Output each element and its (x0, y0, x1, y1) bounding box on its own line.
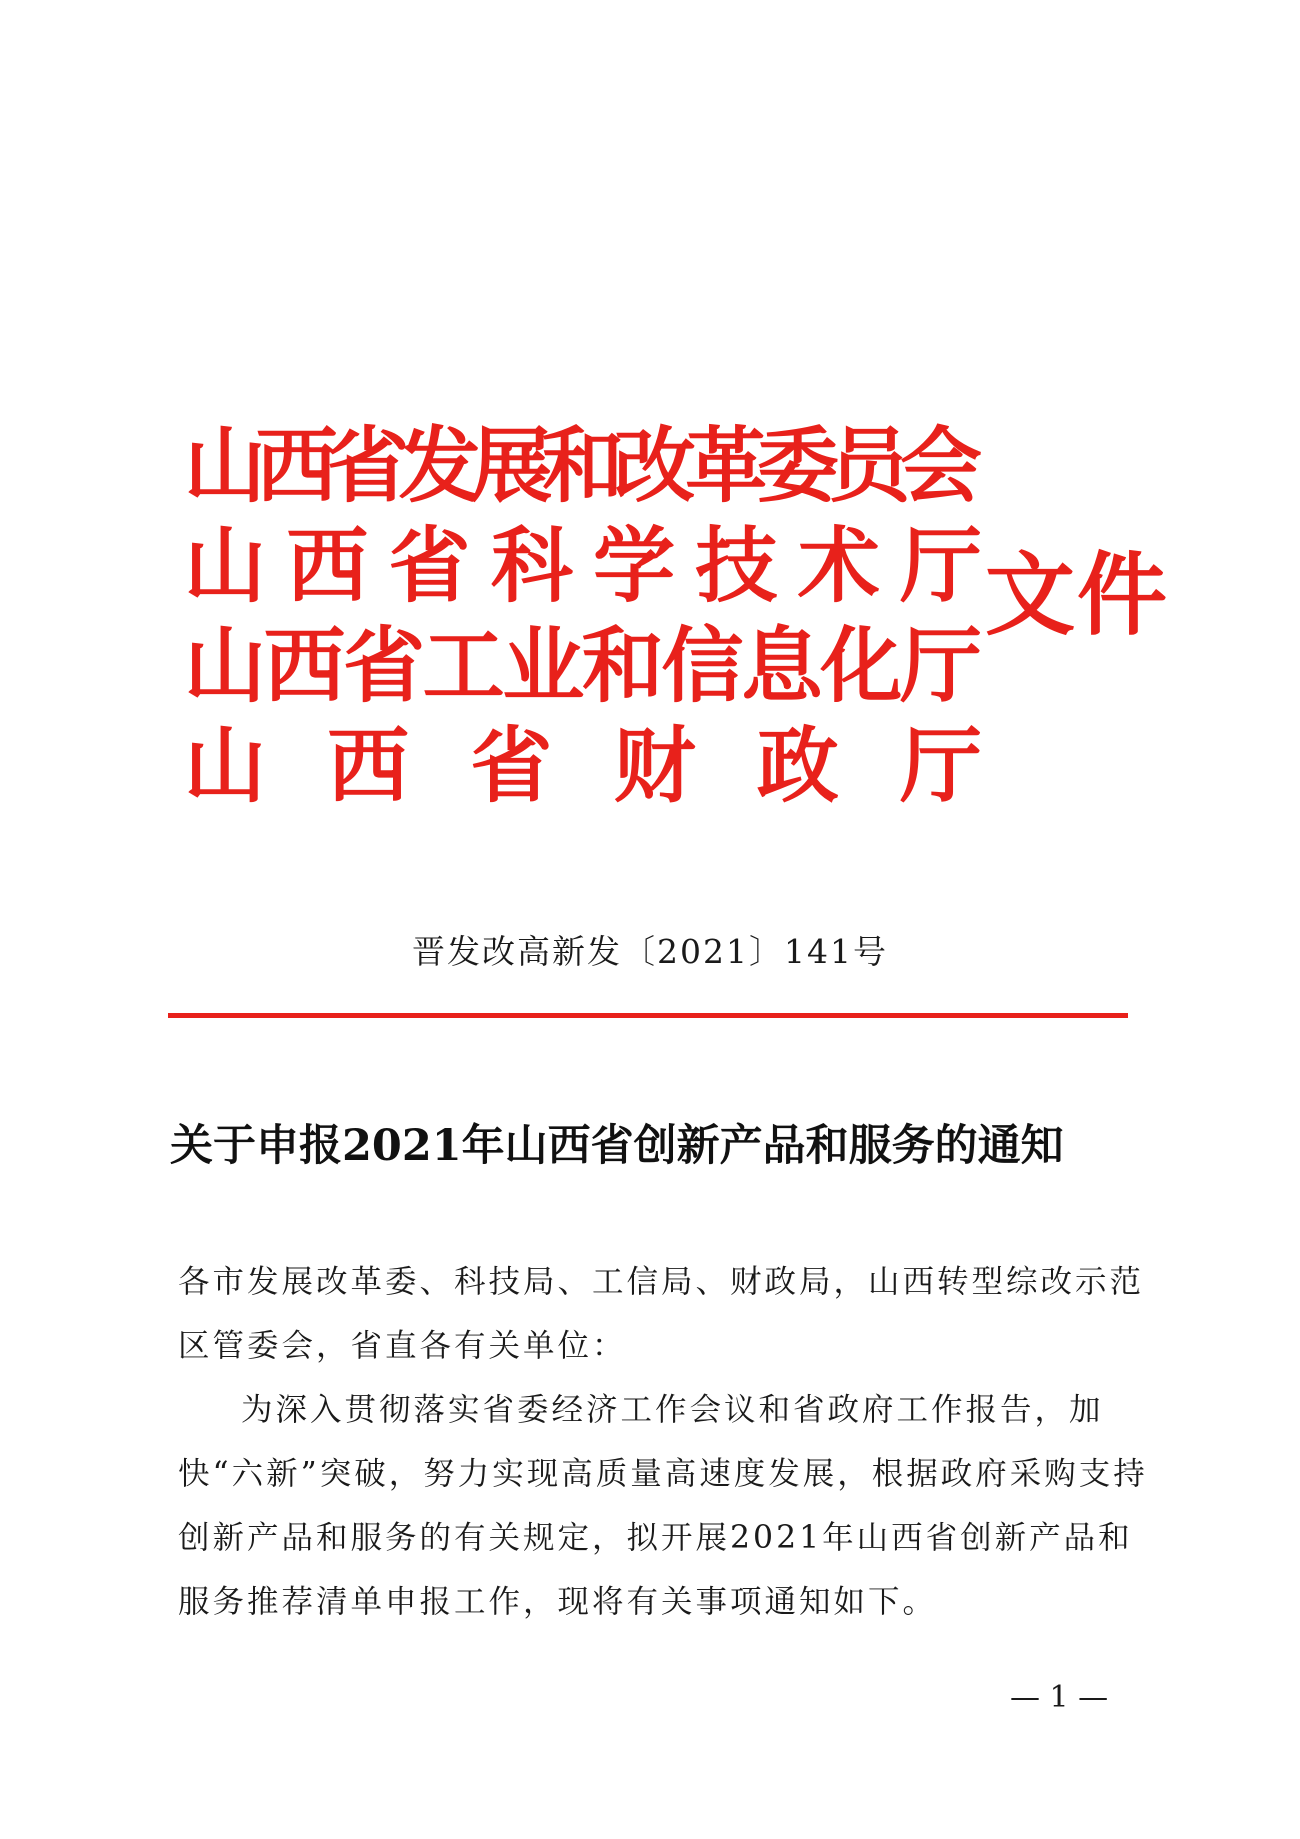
issuer-character: 信 (661, 618, 744, 714)
issuer-character: 技 (695, 518, 778, 614)
issuer-character: 西 (255, 418, 338, 514)
issuer-line (183, 518, 983, 618)
issuer-character: 改 (613, 418, 696, 514)
issuer-character: 省 (388, 518, 471, 614)
addressee: 各市发展改革委、科技局、工信局、财政局，山西转型综改示范区管委会，省直各有关单位： (178, 1264, 1145, 1364)
issuer-character: 厅 (899, 718, 982, 814)
issuer-character: 省 (343, 618, 426, 714)
issuer-character: 山 (183, 618, 266, 714)
issuer-character: 工 (422, 618, 505, 714)
document-number: 晋发改高新发〔2021〕141号 (412, 932, 888, 971)
issuer-line (183, 418, 983, 518)
page-number: — 1 — (1010, 1680, 1109, 1715)
issuer-character: 员 (828, 418, 911, 514)
red-divider (168, 1013, 1128, 1018)
issuer-character: 厅 (899, 518, 982, 614)
document-body (178, 1250, 1163, 1634)
issuer-list (183, 418, 983, 818)
document-suffix: 文件 (985, 542, 1169, 648)
issuer-character: 西 (263, 618, 346, 714)
issuer-character: 山 (183, 718, 266, 814)
issuer-character: 山 (183, 418, 266, 514)
issuer-character: 省 (327, 418, 410, 514)
issuer-character: 厅 (899, 618, 982, 714)
issuer-line (183, 718, 983, 818)
issuer-character: 委 (756, 418, 839, 514)
issuer-character: 省 (470, 718, 553, 814)
issuer-character: 革 (685, 418, 768, 514)
issuer-character: 术 (797, 518, 880, 614)
issuer-character: 学 (593, 518, 676, 614)
body-paragraph: 为深入贯彻落实省委经济工作会议和省政府工作报告，加快“六新”突破，努力实现高质量高速度发展，根据政府采购支持创新产品和服务的有关规定，拟开展2021年山西省创新产品和服务推荐清单申报工作，现将有关事项通知如下。 (178, 1392, 1148, 1620)
issuer-character: 发 (398, 418, 481, 514)
issuer-character: 财 (613, 718, 696, 814)
issuer-character: 展 (470, 418, 553, 514)
issuer-character: 山 (183, 518, 266, 614)
issuer-character: 化 (820, 618, 903, 714)
issuer-character: 西 (327, 718, 410, 814)
issuer-character: 政 (756, 718, 839, 814)
issuer-character: 西 (286, 518, 369, 614)
issuer-character: 息 (740, 618, 823, 714)
document-title: 关于申报2021年山西省创新产品和服务的通知 (170, 1121, 1064, 1171)
issuer-line (183, 618, 983, 718)
issuer-character: 科 (490, 518, 573, 614)
issuer-character: 会 (899, 418, 982, 514)
issuer-character: 业 (502, 618, 585, 714)
issuer-character: 和 (581, 618, 664, 714)
issuer-character: 和 (541, 418, 624, 514)
